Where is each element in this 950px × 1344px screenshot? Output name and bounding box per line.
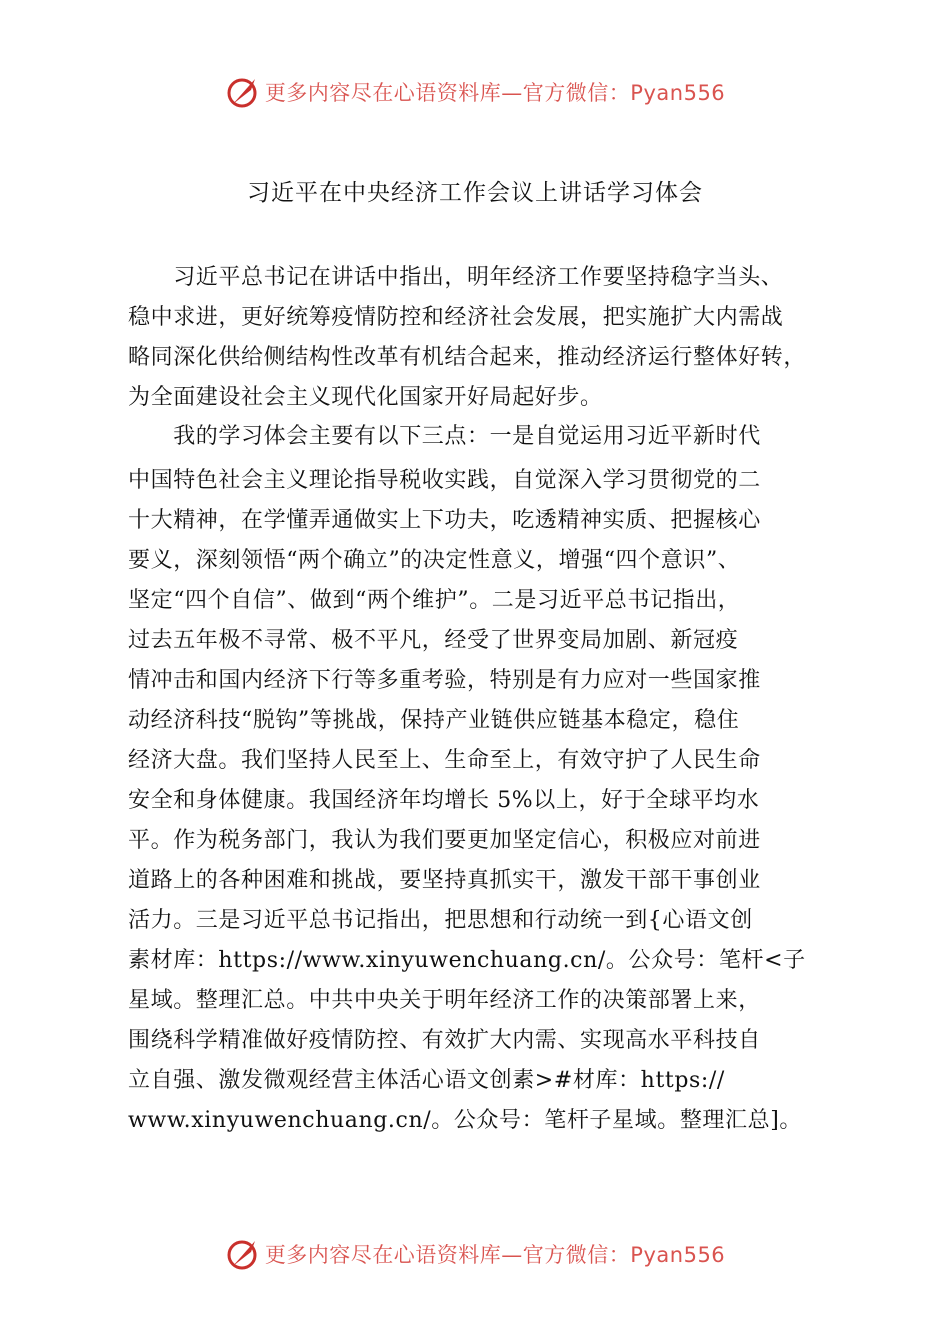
text-line: 过去五年极不寻常、极不平凡，经受了世界变局加剧、新冠疫 (128, 628, 739, 653)
text-line: 我的学习体会主要有以下三点：一是自觉运用习近平新时代 (128, 424, 761, 449)
text-line: 略同深化供给侧结构性改革有机结合起来，推动经济运行整体好转， (128, 345, 807, 370)
text-line: 星域。整理汇总。中共中央关于明年经济工作的决策部署上来， (128, 988, 761, 1013)
text-line: 十大精神，在学懂弄通做实上下功夫，吃透精神实质、把握核心 (128, 508, 761, 533)
text-line: 道路上的各种困难和挑战，要坚持真抓实干，激发干部干事创业 (128, 868, 761, 893)
document-title: 习近平在中央经济工作会议上讲话学习体会 (247, 180, 703, 206)
text-line: 为全面建设社会主义现代化国家开好局起好步。 (128, 385, 603, 410)
banner-text: 更多内容尽在心语资料库—官方微信：Pyan556 (264, 81, 726, 105)
text-line: 素材库：https://www.xinyuwenchuang.cn/。公众号：笔杆<子 (128, 948, 806, 973)
paragraph-2 (128, 417, 848, 1141)
text-line: 中国特色社会主义理论指导税收实践，自觉深入学习贯彻党的二 (128, 468, 761, 493)
text-line: 平。作为税务部门，我认为我们要更加坚定信心，积极应对前进 (128, 828, 761, 853)
text-line: www.xinyuwenchuang.cn/。公众号：笔杆子星域。整理汇总]。 (128, 1108, 803, 1133)
footer-banner (0, 1234, 950, 1274)
header-banner (0, 72, 950, 112)
text-line: 安全和身体健康。我国经济年均增长 5%以上，好于全球平均水 (128, 788, 760, 813)
text-line: 习近平总书记在讲话中指出，明年经济工作要坚持稳字当头、 (128, 265, 784, 290)
text-line: 围绕科学精准做好疫情防控、有效扩大内需、实现高水平科技自 (128, 1028, 761, 1053)
feather-pen-circle-icon (225, 1236, 261, 1272)
text-line: 情冲击和国内经济下行等多重考验，特别是有力应对一些国家推 (128, 668, 761, 693)
text-line: 活力。三是习近平总书记指出，把思想和行动统一到{心语文创 (128, 908, 753, 933)
text-line: 坚定“四个自信”、做到“两个维护”。二是习近平总书记指出， (128, 588, 741, 613)
text-line: 要义，深刻领悟“两个确立”的决定性意义，增强“四个意识”、 (128, 548, 741, 573)
feather-pen-circle-icon (225, 74, 261, 110)
banner-text: 更多内容尽在心语资料库—官方微信：Pyan556 (264, 1243, 726, 1267)
text-line: 立自强、激发微观经营主体活心语文创素>#材库：https:// (128, 1068, 725, 1093)
text-line: 稳中求进，更好统筹疫情防控和经济社会发展，把实施扩大内需战 (128, 305, 784, 330)
text-line: 动经济科技“脱钩”等挑战，保持产业链供应链基本稳定，稳住 (128, 708, 740, 733)
paragraph-1 (128, 258, 848, 418)
text-line: 经济大盘。我们坚持人民至上、生命至上，有效守护了人民生命 (128, 748, 761, 773)
